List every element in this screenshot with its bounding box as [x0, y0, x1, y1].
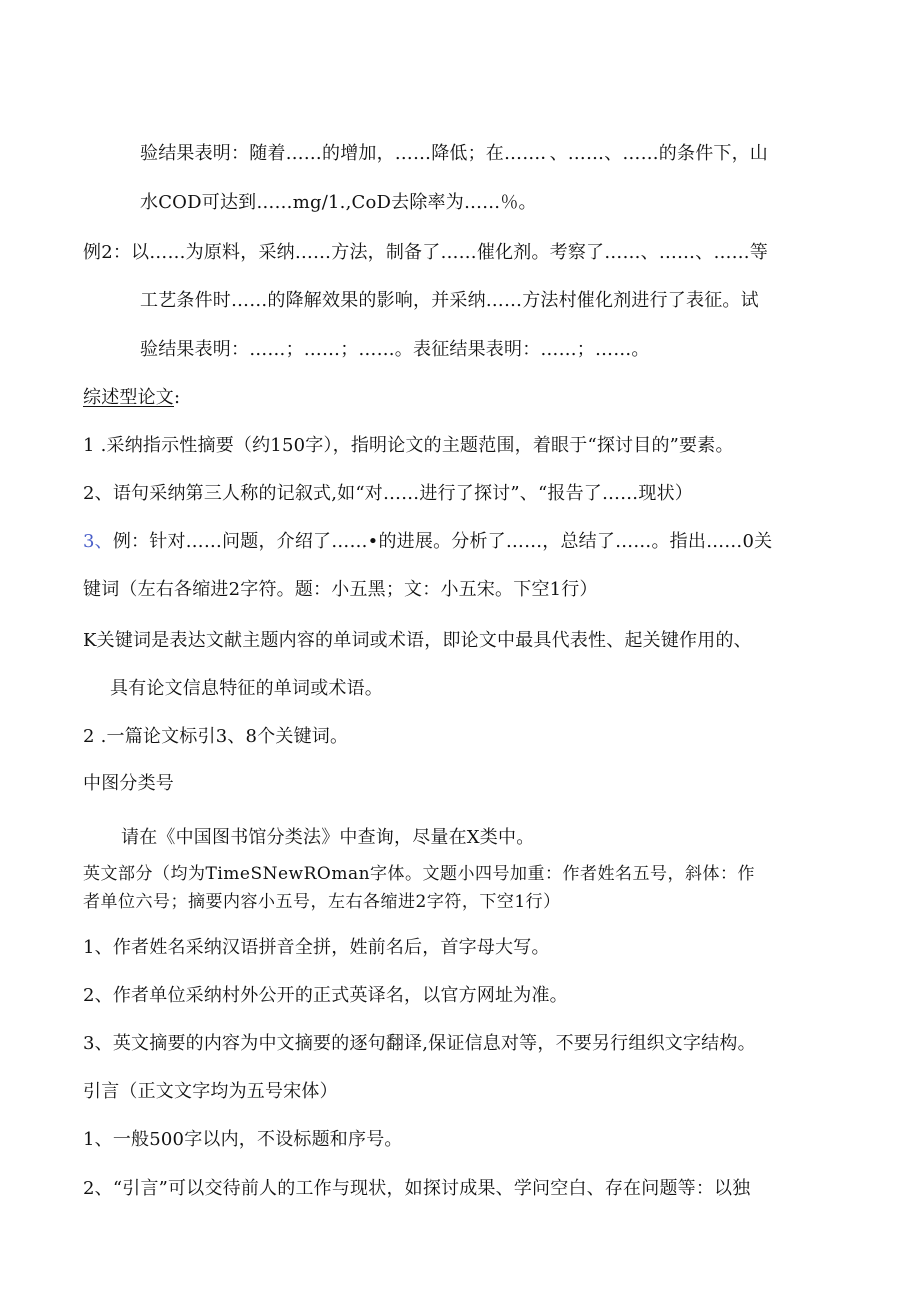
- list-item: 3、英文摘要的内容为中文摘要的逐句翻译,保证信息对等，不要另行组织文字结构。: [83, 1033, 756, 1054]
- text-line: 1 .采纳指示性摘要（约150字），指明论文的主题范围，着眼于“探讨目的”要素。: [83, 435, 734, 456]
- text-line-content: 例：针对……问题，介绍了……•的进展。分析了……，总结了……。指出……0关: [112, 531, 773, 552]
- list-item: 2、作者单位采纳村外公开的正式英译名，以官方网址为准。: [83, 985, 568, 1006]
- section-heading: 引言（正文文字均为五号宋体）: [83, 1081, 338, 1102]
- text-line: 工艺条件时……的降解效果的影响，并采纳……方法村催化剂进行了表征。试: [140, 290, 759, 311]
- text-line: 验结果表明：……；……；……。表征结果表明：……；……。: [140, 339, 650, 360]
- section-heading: 中图分类号: [83, 773, 174, 794]
- list-number: 3、: [83, 531, 113, 552]
- text-line: 验结果表明：随着……的增加，……降低；在……．、……、……的条件下，山: [140, 143, 768, 164]
- text-line: 2、语句采纳第三人称的记叙式,如“对……进行了探讨”、“报告了……现状）: [83, 483, 693, 504]
- list-item: 2、“引言”可以交待前人的工作与现状，如探讨成果、学问空白、存在问题等：以独: [83, 1178, 751, 1199]
- list-item: 1、作者姓名采纳汉语拼音全拼，姓前名后，首字母大写。: [83, 937, 550, 958]
- text-line: 水COD可达到……mg∕1.,CoD去除率为……％。: [140, 192, 537, 213]
- text-line: 具有论文信息特征的单词或术语。: [110, 678, 383, 699]
- text-line: 请在《中国图书馆分类法》中查询，尽量在X类中。: [121, 827, 535, 848]
- section-heading: 英文部分（均为TimeSNewROman字体。文题小四号加重：作者姓名五号，斜体：作: [83, 864, 756, 884]
- text-line: 2 .一篇论文标引3、8个关键词。: [83, 726, 349, 747]
- section-heading: [83, 385, 180, 411]
- text-line: [83, 529, 772, 555]
- text-line: 例2：以……为原料，采纳……方法，制备了……催化剂。考察了……、……、……等: [83, 242, 769, 263]
- section-heading-colon: :: [174, 387, 181, 408]
- text-line: 键词（左右各缩进2字符。题：小五黑；文：小五宋。下空1行）: [83, 579, 598, 600]
- section-heading-text: 综述型论文: [83, 387, 174, 408]
- list-item: 1、一般500字以内，不设标题和序号。: [83, 1129, 403, 1150]
- text-line: K关键词是表达文献主题内容的单词或术语，即论文中最具代表性、起关键作用的、: [83, 630, 752, 651]
- text-line: 者单位六号；摘要内容小五号，左右各缩进2字符，下空1行）: [83, 892, 561, 912]
